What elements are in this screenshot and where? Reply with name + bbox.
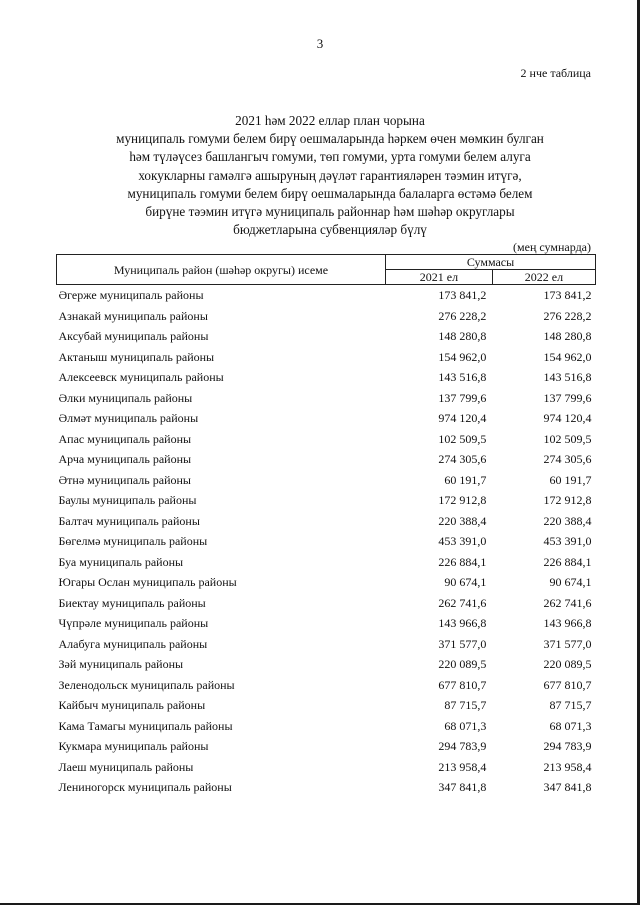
value-2022: 262 741,6 [543, 595, 592, 610]
header-name: Муниципаль район (шәһәр округы) исеме [57, 255, 386, 285]
value-2021: 68 071,3 [444, 718, 487, 733]
value-2022: 213 958,4 [543, 759, 592, 774]
value-2022: 274 305,6 [543, 452, 592, 466]
table-row [57, 408, 596, 429]
value-2022: 677 810,7 [543, 677, 592, 692]
table-row [57, 285, 596, 306]
unit-note: (мең сумнарда) [513, 240, 591, 254]
municipality-name: Зәй муниципаль районы [58, 657, 184, 671]
table-row [57, 757, 596, 778]
municipality-name: Аксубай муниципаль районы [58, 329, 209, 343]
table-row [57, 511, 596, 532]
value-2021: 87 715,7 [444, 698, 487, 712]
municipality-name: Кама Тамагы муниципаль районы [58, 718, 233, 733]
value-2021: 453 391,0 [438, 534, 487, 548]
value-2021: 294 783,9 [438, 739, 487, 753]
table-row [57, 695, 596, 716]
municipality-name: Әтнә муниципаль районы [58, 472, 191, 487]
table-row [57, 675, 596, 696]
municipality-name: Зеленодольск муниципаль районы [58, 677, 235, 692]
header-year-2022: 2022 ел [492, 270, 595, 285]
table-row [57, 531, 596, 552]
value-2022: 102 509,5 [543, 431, 592, 446]
title-line: муниципаль гомуми белем бирү оешмаларында балаларга өстәмә белем [127, 185, 533, 201]
table-row [57, 429, 596, 450]
value-2022: 347 841,8 [543, 780, 592, 794]
value-2022: 294 783,9 [543, 739, 592, 753]
value-2022: 453 391,0 [543, 534, 592, 548]
subvention-table [56, 254, 596, 798]
value-2022: 143 516,8 [543, 370, 592, 384]
table-row [57, 306, 596, 327]
table-row [57, 654, 596, 675]
table-row [57, 449, 596, 470]
municipality-name: Чүпрәле муниципаль районы [58, 616, 209, 630]
document-title [60, 112, 600, 239]
value-2022: 68 071,3 [549, 718, 592, 733]
value-2021: 220 089,5 [438, 657, 487, 671]
value-2022: 143 966,8 [543, 616, 592, 630]
municipality-name: Кукмара муниципаль районы [58, 739, 209, 753]
municipality-name: Балтач муниципаль районы [58, 513, 200, 528]
municipality-name: Азнакай муниципаль районы [58, 308, 208, 323]
table-row [57, 572, 596, 593]
title-line: бюджетларына субвенцияләр бүлү [233, 222, 427, 238]
value-2021: 220 388,4 [438, 513, 487, 528]
value-2022: 173 841,2 [543, 288, 592, 302]
value-2022: 226 884,1 [543, 554, 592, 569]
value-2021: 347 841,8 [438, 780, 487, 794]
table-row [57, 593, 596, 614]
value-2022: 974 120,4 [543, 411, 592, 425]
municipality-name: Алексеевск муниципаль районы [58, 370, 224, 384]
municipality-name: Буа муниципаль районы [58, 554, 184, 569]
municipality-name: Әлки муниципаль районы [58, 390, 193, 405]
value-2021: 102 509,5 [438, 431, 487, 446]
value-2021: 262 741,6 [438, 595, 487, 610]
table-row [57, 367, 596, 388]
table-row [57, 613, 596, 634]
table-row [57, 490, 596, 511]
table-row [57, 326, 596, 347]
table-row [57, 552, 596, 573]
table-row [57, 347, 596, 368]
table-row [57, 736, 596, 757]
municipality-name: Арча муниципаль районы [58, 452, 192, 466]
value-2021: 60 191,7 [444, 472, 487, 487]
table-row [57, 777, 596, 798]
table-row [57, 470, 596, 491]
table-row [57, 716, 596, 737]
value-2022: 220 089,5 [543, 657, 592, 671]
value-2022: 154 962,0 [543, 349, 592, 364]
value-2022: 60 191,7 [549, 472, 592, 487]
value-2021: 677 810,7 [438, 677, 487, 692]
value-2021: 172 912,8 [438, 493, 487, 507]
value-2021: 148 280,8 [438, 329, 487, 343]
value-2022: 90 674,1 [549, 575, 592, 589]
municipality-name: Апас муниципаль районы [58, 431, 192, 446]
value-2022: 148 280,8 [543, 329, 592, 343]
value-2021: 143 516,8 [438, 370, 487, 384]
table-row [57, 634, 596, 655]
value-2021: 154 962,0 [438, 349, 487, 364]
municipality-name: Лаеш муниципаль районы [58, 759, 194, 774]
value-2021: 274 305,6 [438, 452, 487, 466]
title-line: хокукларны гамәлгә ашыруның дәүләт гарантияләрен тәэмин итүгә, [138, 167, 522, 183]
value-2022: 172 912,8 [543, 493, 592, 507]
municipality-name: Әгерже муниципаль районы [58, 288, 204, 302]
municipality-name: Югары Ослан муниципаль районы [58, 575, 237, 589]
value-2021: 974 120,4 [438, 411, 487, 425]
value-2021: 213 958,4 [438, 759, 487, 774]
title-line: бирүне тәэмин итүгә муниципаль районнар һәм шәһәр округлары [145, 204, 515, 220]
municipality-name: Биектау муниципаль районы [58, 595, 206, 610]
value-2022: 137 799,6 [543, 390, 592, 405]
value-2021: 90 674,1 [444, 575, 487, 589]
title-line: муниципаль гомуми белем бирү оешмаларында һәркем өчен мөмкин булган [116, 131, 544, 147]
value-2021: 371 577,0 [438, 636, 487, 651]
municipality-name: Әлмәт муниципаль районы [58, 411, 199, 425]
value-2021: 226 884,1 [438, 554, 487, 569]
value-2021: 137 799,6 [438, 390, 487, 405]
municipality-name: Кайбыч муниципаль районы [58, 698, 206, 712]
value-2022: 87 715,7 [549, 698, 592, 712]
municipality-name: Баулы муниципаль районы [58, 493, 197, 507]
municipality-name: Бөгелмә муниципаль районы [58, 534, 208, 548]
value-2022: 220 388,4 [543, 513, 592, 528]
header-year-2021: 2021 ел [386, 270, 493, 285]
value-2022: 276 228,2 [543, 308, 592, 323]
title-line: һәм түләүсез башлангыч гомуми, төп гомуми, урта гомуми белем алуга [129, 149, 531, 165]
page-number: 3 [316, 36, 324, 51]
header-sum: Суммасы [386, 255, 596, 270]
municipality-name: Алабуга муниципаль районы [58, 636, 208, 651]
table-row [57, 388, 596, 409]
value-2021: 143 966,8 [438, 616, 487, 630]
municipality-name: Актаныш муниципаль районы [58, 349, 215, 364]
value-2021: 173 841,2 [438, 288, 487, 302]
value-2022: 371 577,0 [543, 636, 592, 651]
value-2021: 276 228,2 [438, 308, 487, 323]
table-number: 2 нче таблица [520, 66, 591, 80]
municipality-name: Лениногорск муниципаль районы [58, 780, 232, 794]
title-line: 2021 һәм 2022 еллар план чорына [235, 113, 425, 128]
